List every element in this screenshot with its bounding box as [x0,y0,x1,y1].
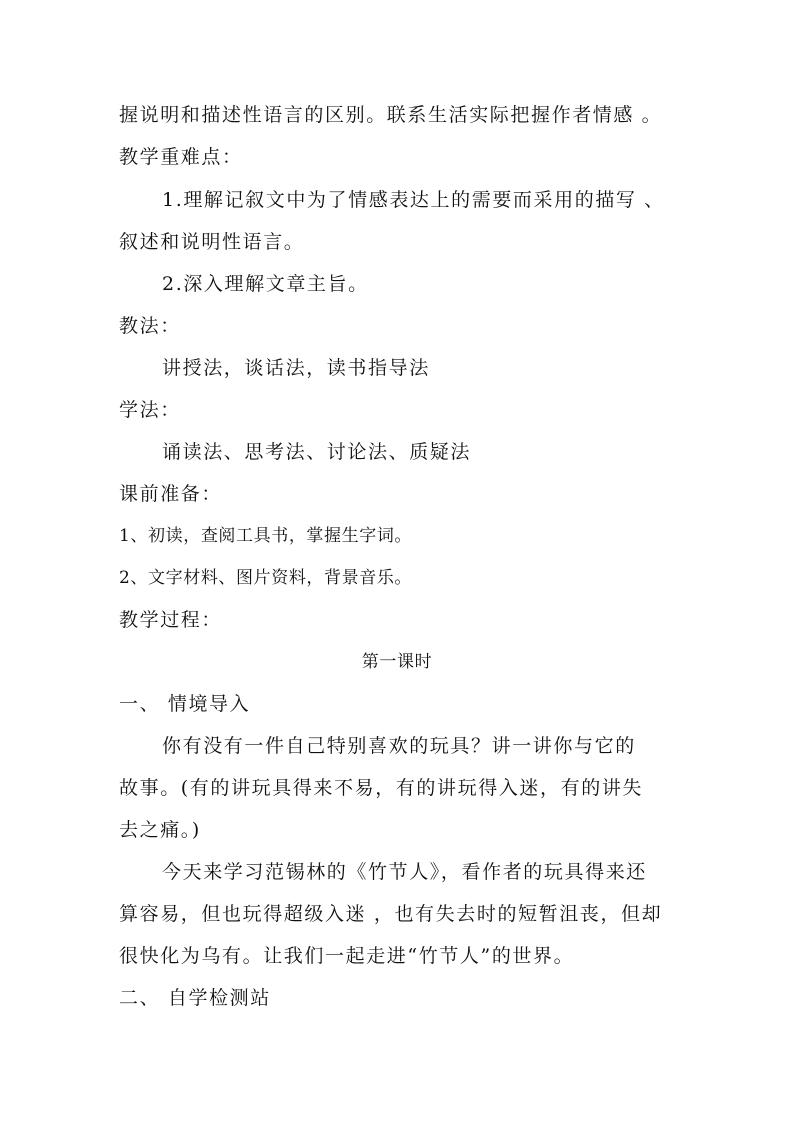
text-line-preparation-1: 1、初读，查阅工具书，掌握生字词。 [119,526,413,546]
text-line-intro-2: 故事。(有的讲玩具得来不易，有的讲玩得入迷，有的讲失 [119,777,644,799]
text-line-teaching-methods: 讲授法，谈话法，读书指导法 [162,357,430,379]
heading-learning-methods: 学法： [119,399,181,421]
section-title-first-lesson: 第一课时 [361,652,433,672]
heading-situation-intro: 一、 情境导入 [119,693,251,715]
text-line-intro-6: 很快化为乌有。让我们一起走进“竹节人”的世界。 [119,945,575,967]
text-line-objective-cont: 握说明和描述性语言的区别。联系生活实际把握作者情感 。 [119,104,663,126]
heading-self-study-check: 二、 自学检测站 [119,987,271,1009]
heading-key-difficulties: 教学重难点： [119,146,243,168]
heading-teaching-process: 教学过程： [119,609,223,631]
heading-preparation: 课前准备： [119,483,223,505]
text-line-intro-1: 你有没有一件自己特别喜欢的玩具？讲一讲你与它的 [162,735,636,757]
text-line-difficulty-1-cont: 叙述和说明性语言。 [119,231,305,253]
text-line-intro-4: 今天来学习范锡林的《竹节人》，看作者的玩具得来还 [162,861,647,883]
text-line-preparation-2: 2、文字材料、图片资料，背景音乐。 [119,568,413,588]
heading-teaching-methods: 教法： [119,315,181,337]
text-line-intro-5: 算容易，但也玩得超级入迷 ，也有失去时的短暂沮丧，但却 [119,903,663,925]
text-line-learning-methods: 诵读法、思考法、讨论法、质疑法 [162,441,472,463]
text-line-difficulty-1: 1.理解记叙文中为了情感表达上的需要而采用的描写 、 [162,189,665,211]
text-line-difficulty-2: 2.深入理解文章主旨。 [162,273,369,295]
text-line-intro-3: 去之痛。) [119,819,201,841]
